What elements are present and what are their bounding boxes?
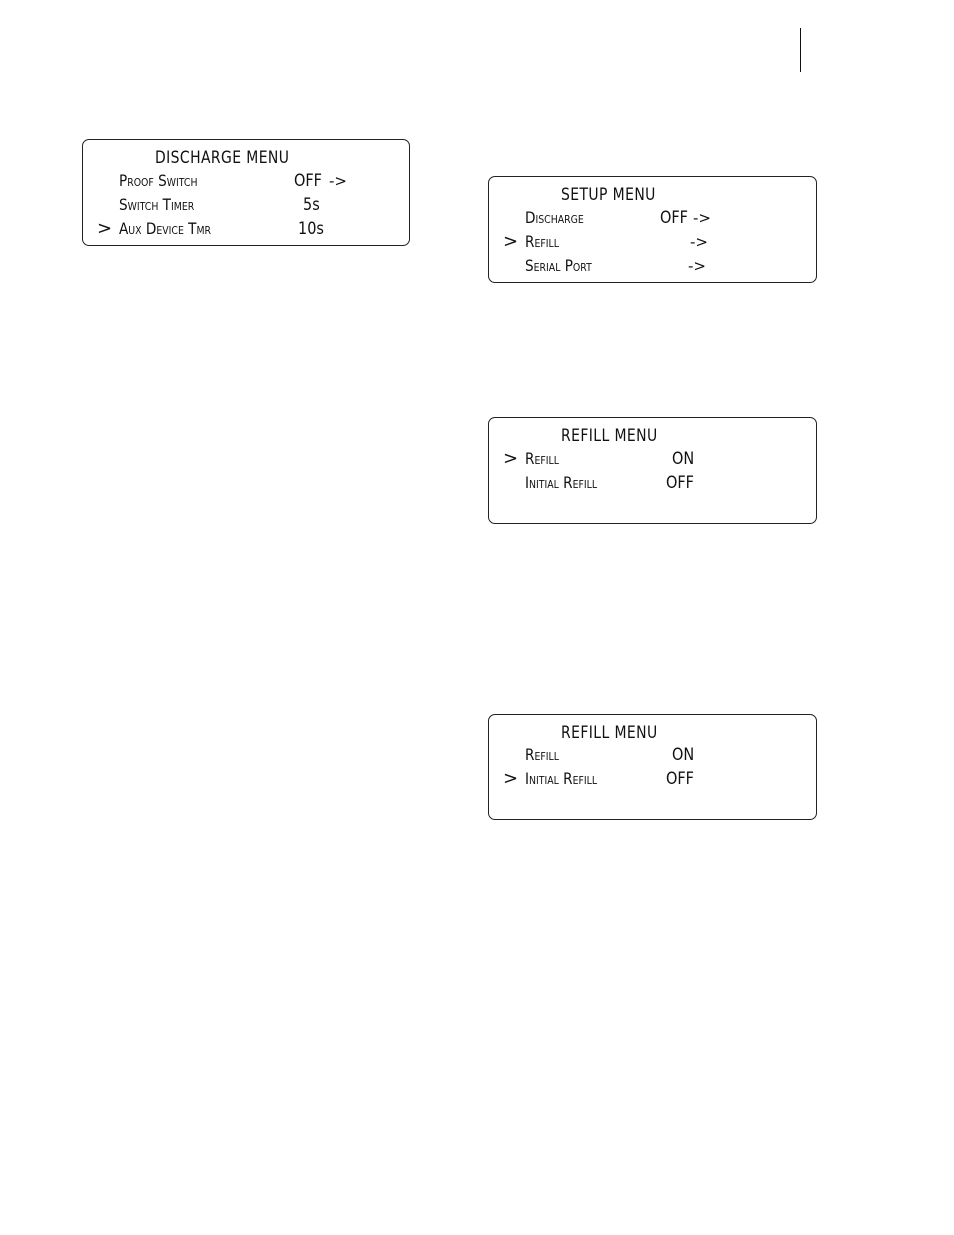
lcd-refill-menu-refill-selected: [488, 417, 817, 524]
cursor-indicator: >: [503, 231, 519, 252]
cursor-indicator: >: [503, 448, 519, 469]
menu-label: Aux Device Tmr: [119, 219, 212, 238]
lcd-refill-menu-initial-refill-selected: [488, 714, 817, 820]
lcd-title: DISCHARGE MENU: [155, 148, 290, 168]
menu-value: OFF: [294, 171, 322, 191]
submenu-arrow-icon: ->: [329, 172, 347, 190]
menu-row-refill[interactable]: [489, 447, 816, 471]
lcd-title: REFILL MENU: [561, 723, 658, 743]
menu-value: OFF: [666, 473, 694, 493]
menu-row-initial-refill[interactable]: [489, 767, 816, 791]
menu-value: ON: [672, 449, 695, 469]
menu-label: Switch Timer: [119, 195, 195, 214]
menu-row-switch-timer[interactable]: [83, 193, 409, 217]
menu-label: Proof Switch: [119, 171, 198, 190]
menu-label: Discharge: [525, 208, 584, 227]
menu-row-initial-refill[interactable]: [489, 471, 816, 495]
menu-row-refill[interactable]: [489, 743, 816, 767]
page-margin-rule: [800, 28, 801, 72]
menu-label: Refill: [525, 745, 559, 764]
submenu-arrow-icon: ->: [690, 233, 708, 251]
menu-label: Initial Refill: [525, 473, 598, 492]
menu-label: Refill: [525, 232, 559, 251]
lcd-setup-menu: [488, 176, 817, 283]
menu-row-refill[interactable]: [489, 230, 816, 254]
menu-row-serial-port[interactable]: [489, 254, 816, 278]
submenu-arrow-icon: ->: [688, 257, 706, 275]
menu-row-discharge[interactable]: [489, 206, 816, 230]
menu-row-proof-switch[interactable]: [83, 169, 409, 193]
menu-value: 5s: [303, 195, 320, 215]
cursor-indicator: >: [97, 218, 113, 239]
lcd-title: SETUP MENU: [561, 185, 656, 205]
menu-label: Serial Port: [525, 256, 592, 275]
cursor-indicator: >: [503, 768, 519, 789]
menu-value: OFF: [666, 769, 694, 789]
lcd-title: REFILL MENU: [561, 426, 658, 446]
menu-label: Refill: [525, 449, 559, 468]
menu-label: Initial Refill: [525, 769, 598, 788]
lcd-discharge-menu: [82, 139, 410, 246]
submenu-arrow-icon: ->: [693, 209, 711, 227]
menu-value: OFF: [660, 208, 688, 228]
menu-value: ON: [672, 745, 695, 765]
menu-row-aux-device-tmr[interactable]: [83, 217, 409, 241]
menu-value: 10s: [298, 219, 324, 239]
